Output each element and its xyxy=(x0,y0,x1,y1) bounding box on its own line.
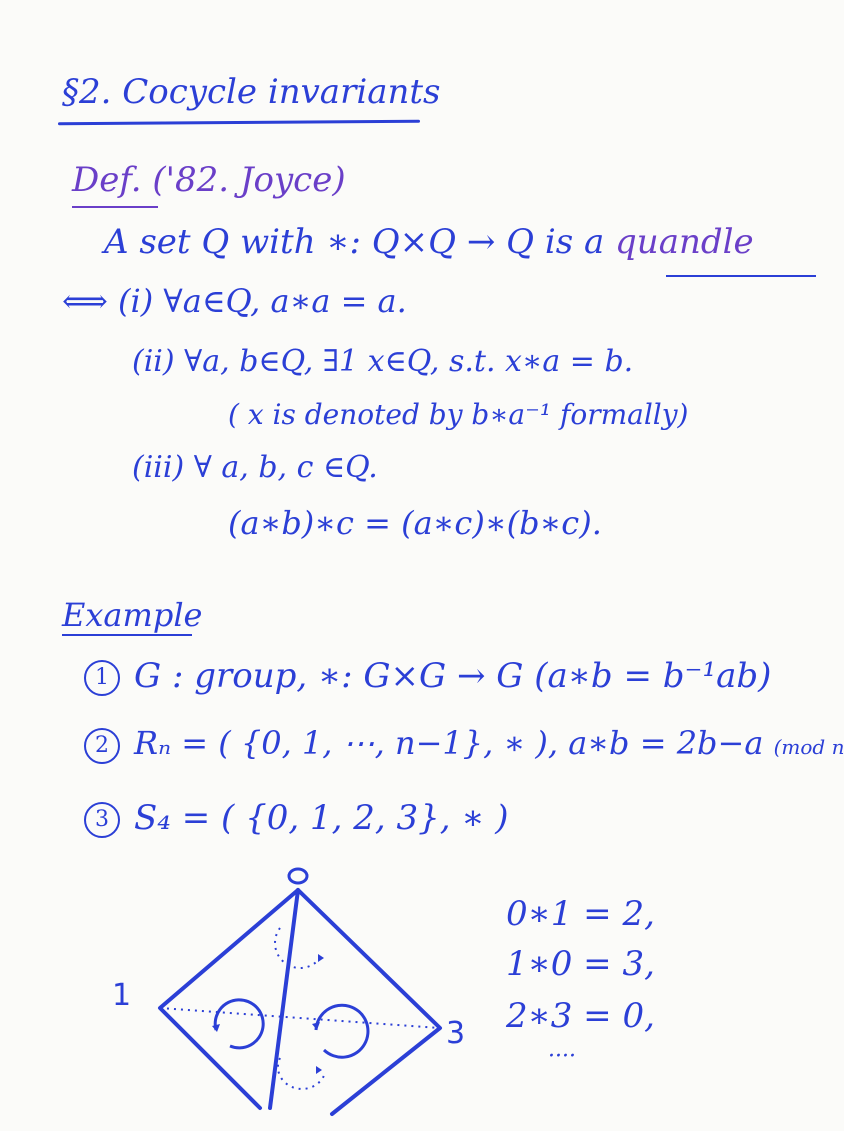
right-circular-arrow xyxy=(316,1005,368,1057)
edge-top-front xyxy=(270,890,298,1108)
condition-ii: (ii) ∀a, b∈Q, ∃1 x∈Q, s.t. x∗a = b. xyxy=(132,344,634,379)
example-heading: Example xyxy=(62,596,203,634)
left-circular-arrow xyxy=(215,1000,263,1048)
lower-dotted-arc xyxy=(278,1058,325,1089)
example-underline xyxy=(62,634,192,636)
hidden-edge xyxy=(160,1008,440,1028)
definition-statement xyxy=(104,222,754,262)
circled-number-3: 3 xyxy=(84,802,120,838)
example-item-3 xyxy=(84,798,509,838)
quandle-underline xyxy=(666,275,816,277)
equation-2: 1∗0 = 3, xyxy=(506,944,655,984)
example-item-2-mod: (mod n xyxy=(773,735,844,759)
condition-iii-equation: (a∗b)∗c = (a∗c)∗(b∗c). xyxy=(228,504,602,542)
upper-dotted-arc xyxy=(275,928,320,968)
section-title: §2. Cocycle invariants xyxy=(62,72,441,112)
condition-iii: (iii) ∀ a, b, c ∈Q. xyxy=(132,450,378,485)
tetrahedron-diagram xyxy=(112,858,480,1122)
def-underline xyxy=(72,206,158,208)
vertex-0-marker xyxy=(289,869,307,883)
example-item-1 xyxy=(84,656,771,696)
edge-top-left xyxy=(160,890,298,1108)
statement-pre: A set Q with ∗: Q×Q → Q is a xyxy=(104,222,616,262)
definition-heading xyxy=(72,160,346,200)
tetrahedron-svg xyxy=(120,858,480,1118)
vertex-label-3: 3 xyxy=(446,1016,466,1051)
circled-number-1: 1 xyxy=(84,660,120,696)
equation-3: 2∗3 = 0, xyxy=(506,996,655,1036)
def-attribution: ('82. Joyce) xyxy=(152,160,346,200)
example-item-2-text: Rₙ = ( {0, 1, ⋯, n−1}, ∗ ), a∗b = 2b−a xyxy=(134,724,764,762)
example-item-1-text: G : group, ∗: G×G → G (a∗b = b⁻¹ab) xyxy=(134,656,772,696)
def-label: Def. xyxy=(72,160,142,200)
vertex-label-1: 1 xyxy=(112,978,132,1013)
edge-top-right xyxy=(298,890,440,1114)
equation-ellipsis: ···· xyxy=(548,1044,576,1069)
title-underline xyxy=(58,120,420,126)
example-item-3-text: S₄ = ( {0, 1, 2, 3}, ∗ ) xyxy=(134,798,509,838)
condition-i: ⟺ (i) ∀a∈Q, a∗a = a. xyxy=(62,282,407,320)
condition-ii-note: ( x is denoted by b∗a⁻¹ formally) xyxy=(228,398,689,431)
example-item-2 xyxy=(84,724,844,764)
equation-1: 0∗1 = 2, xyxy=(506,894,655,934)
quandle-term: quandle xyxy=(615,222,754,262)
circled-number-2: 2 xyxy=(84,728,120,764)
